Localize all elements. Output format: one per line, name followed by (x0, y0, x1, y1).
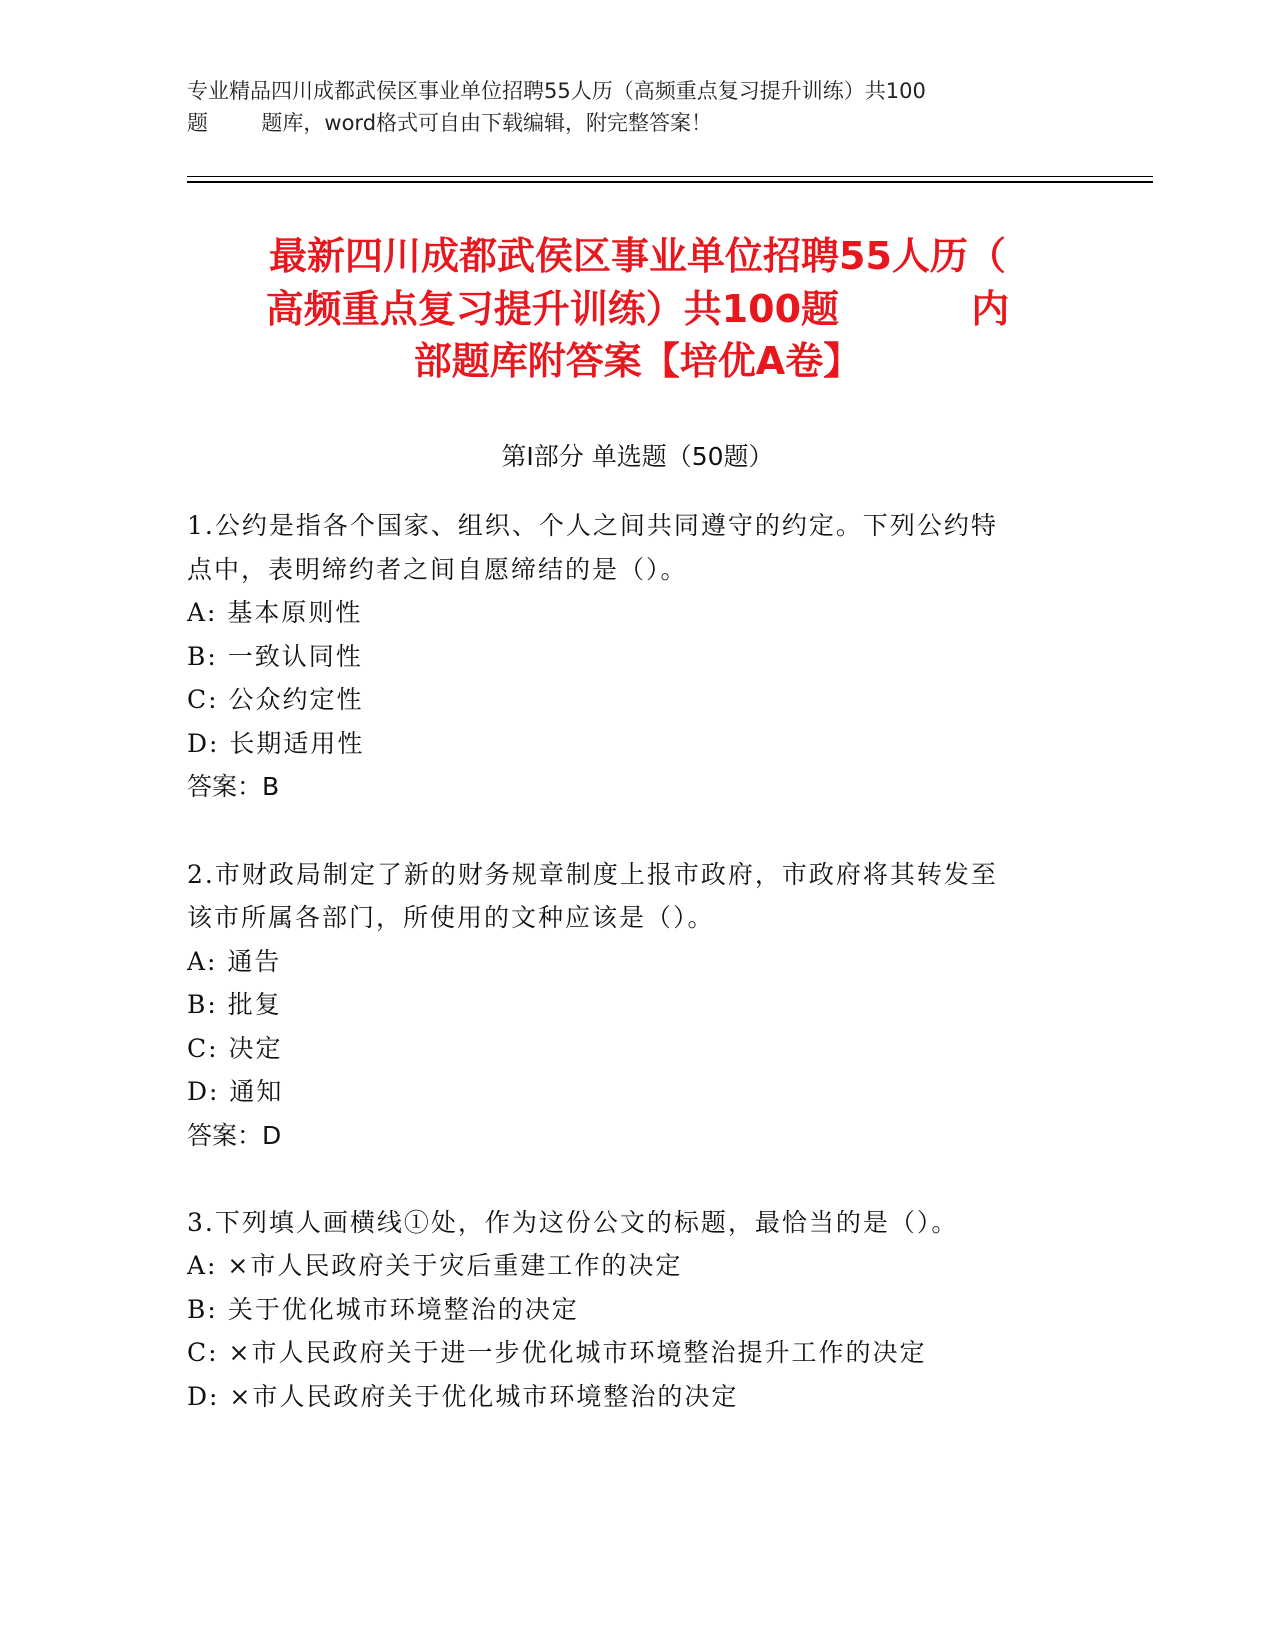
question-3-option-c: C: ×市人民政府关于进一步优化城市环境整治提升工作的决定 (187, 1338, 927, 1367)
question-3-stem-line-1: 3.下列填人画横线①处，作为这份公文的标题，最恰当的是（）。 (187, 1208, 959, 1237)
question-1-option-b: B: 一致认同性 (187, 642, 363, 671)
question-3-option-a: A: ×市人民政府关于灾后重建工作的决定 (187, 1251, 683, 1280)
question-1-option-a: A: 基本原则性 (187, 598, 363, 627)
document-title-line-3: 部题库附答案【培优A卷】 (413, 339, 862, 383)
question-2-option-d: D: 通知 (187, 1077, 284, 1106)
question-3-option-b: B: 关于优化城市环境整治的决定 (187, 1295, 579, 1324)
question-1-option-c: C: 公众约定性 (187, 685, 364, 714)
document-header-line-2: 题 题库，word格式可自由下载编辑，附完整答案！ (187, 111, 713, 135)
question-2-option-a: A: 通告 (187, 947, 282, 976)
question-2-option-c: C: 决定 (187, 1034, 283, 1063)
question-2-stem-line-2: 该市所属各部门，所使用的文种应该是（）。 (187, 903, 715, 932)
question-2-option-b: B: 批复 (187, 990, 282, 1019)
question-2-stem-line-1: 2.市财政局制定了新的财务规章制度上报市政府，市政府将其转发至 (187, 860, 998, 889)
header-divider-thick (187, 181, 1153, 183)
document-title-line-2: 高频重点复习提升训练）共100题 内 (265, 287, 1010, 331)
document-header-line-1: 专业精品四川成都武侯区事业单位招聘55人历（高频重点复习提升训练）共100 (187, 79, 926, 103)
document-title-line-1: 最新四川成都武侯区事业单位招聘55人历（ (269, 234, 1006, 278)
question-3-option-d: D: ×市人民政府关于优化城市环境整治的决定 (187, 1382, 739, 1411)
header-divider-thin (187, 176, 1153, 177)
question-1-stem-line-2: 点中，表明缔约者之间自愿缔结的是（）。 (187, 555, 688, 584)
question-2-answer: 答案：D (187, 1121, 282, 1150)
section-title: 第Ⅰ部分 单选题（50题） (501, 442, 774, 471)
question-1-stem-line-1: 1.公约是指各个国家、组织、个人之间共同遵守的约定。下列公约特 (187, 511, 998, 540)
question-1-answer: 答案：B (187, 772, 280, 801)
question-1-option-d: D: 长期适用性 (187, 729, 365, 758)
